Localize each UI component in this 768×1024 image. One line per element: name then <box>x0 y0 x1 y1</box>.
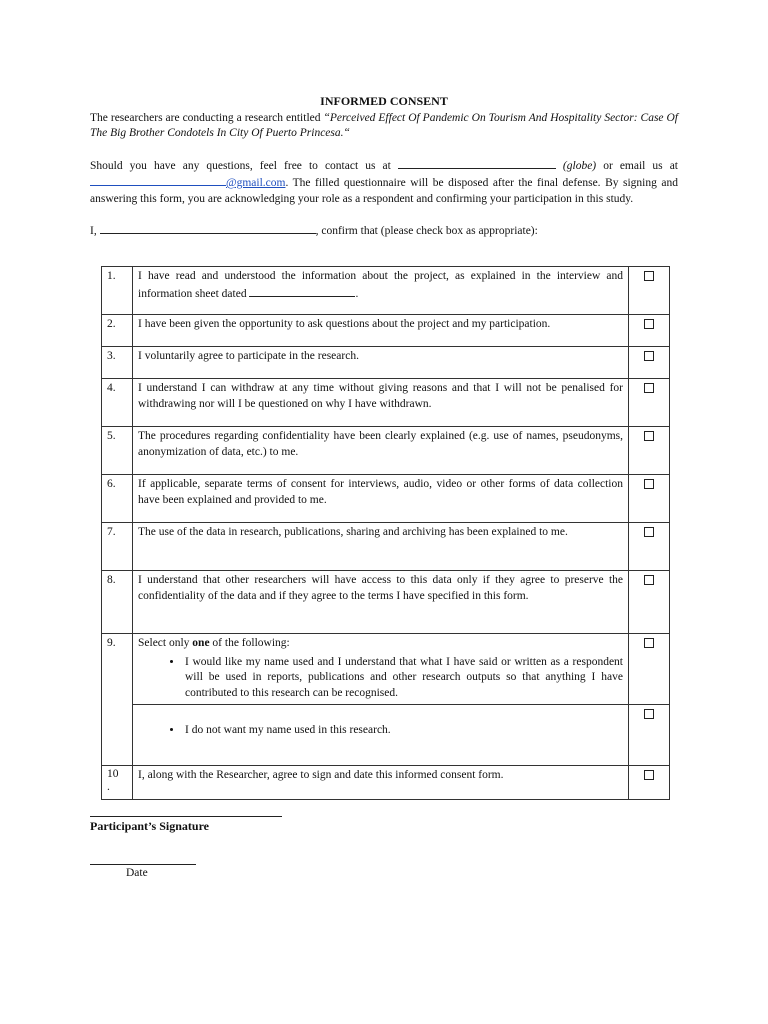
item-number: 8. <box>102 571 133 634</box>
checkbox[interactable] <box>644 383 654 393</box>
select-emphasis: one <box>192 637 210 649</box>
item-number: 9. <box>102 634 133 766</box>
checkbox-cell[interactable] <box>629 427 670 475</box>
table-row <box>102 523 670 571</box>
checkbox[interactable] <box>644 271 654 281</box>
study-title: “Perceived Effect Of Pandemic On Tourism And Hospitality Sector: Case Of The Big Brother Condotels In City Of Puerto Princesa.“ <box>90 111 679 139</box>
item-text: I understand that other researchers will have access to this data only if they agree to preserve the confidentiality of the data and if they agree to the terms I have specified in this form. <box>133 571 629 634</box>
checkbox-cell[interactable] <box>629 347 670 379</box>
item-text: The procedures regarding confidentiality have been clearly explained (e.g. use of names, pseudonyms, anonymization of data, etc.) to me. <box>133 427 629 475</box>
checkbox-cell[interactable] <box>629 766 670 800</box>
checkbox-cell[interactable] <box>629 315 670 347</box>
consent-table <box>101 266 670 800</box>
checkbox-cell[interactable] <box>629 571 670 634</box>
date-label: Date <box>126 867 148 879</box>
checkbox[interactable] <box>644 575 654 585</box>
item-text: I understand I can withdraw at any time without giving reasons and that I will not be penalised for withdrawing nor will I be questioned on why I have withdrawn. <box>133 379 629 427</box>
checkbox[interactable] <box>644 770 654 780</box>
table-row <box>102 634 670 705</box>
email-blank <box>90 174 226 186</box>
item-text <box>133 634 629 705</box>
confirm-line <box>90 222 678 240</box>
confirm-suffix: , confirm that (please check box as appropriate): <box>315 225 538 237</box>
contact-text-3: . The filled questionnaire will be disposed after the final defense. By signing and answering this form, you are acknowledging your role as a respondent and confirming your participation in this study. <box>90 177 678 205</box>
page-title: INFORMED CONSENT <box>320 94 448 108</box>
checkbox-cell[interactable] <box>629 267 670 315</box>
checkbox[interactable] <box>644 638 654 648</box>
checkbox-cell[interactable] <box>629 705 670 766</box>
table-row <box>102 475 670 523</box>
item-number: 1. <box>102 267 133 315</box>
item-number: 10 . <box>102 766 133 800</box>
item-text: I have been given the opportunity to ask questions about the project and my participation. <box>133 315 629 347</box>
option-named: • I would like my name used and I understand that what I have said or written as a respondent will be used in reports, publications and other research outputs so that anything I have contributed to this research can be recognised. <box>183 655 623 702</box>
item-number: 6. <box>102 475 133 523</box>
table-row <box>102 267 670 315</box>
checkbox[interactable] <box>644 527 654 537</box>
contact-text-2: or email us at <box>596 159 679 172</box>
intro-paragraph <box>90 111 678 142</box>
item-text: I have read and understood the information about the project, as explained in the interview and information sheet dated . <box>133 267 629 315</box>
intro-lead: The researchers are conducting a research entitled <box>90 111 324 124</box>
option-list <box>138 655 623 702</box>
checkbox[interactable] <box>644 319 654 329</box>
contact-paragraph <box>90 157 678 208</box>
checkbox[interactable] <box>644 479 654 489</box>
signature-label: Participant’s Signature <box>90 819 209 833</box>
item-text: I voluntarily agree to participate in the research. <box>133 347 629 379</box>
table-row <box>102 705 670 766</box>
item-text: If applicable, separate terms of consent for interviews, audio, video or other forms of data collection have been explained and provided to me. <box>133 475 629 523</box>
table-row <box>102 766 670 800</box>
contact-text-1: Should you have any questions, feel free to contact us at <box>90 159 398 172</box>
select-instruction <box>138 636 623 652</box>
checkbox[interactable] <box>644 709 654 719</box>
table-row <box>102 315 670 347</box>
item-number: 2. <box>102 315 133 347</box>
checkbox[interactable] <box>644 431 654 441</box>
item-text: The use of the data in research, publications, sharing and archiving has been explained to me. <box>133 523 629 571</box>
email-link[interactable] <box>90 177 285 189</box>
select-prefix: Select only <box>138 637 193 649</box>
checkbox-cell[interactable] <box>629 634 670 705</box>
confirm-prefix: I, <box>90 225 100 237</box>
checkbox[interactable] <box>644 351 654 361</box>
signature-line[interactable] <box>90 816 282 817</box>
item-number: 4. <box>102 379 133 427</box>
table-row <box>102 347 670 379</box>
option-list <box>138 723 623 739</box>
email-domain: @gmail.com <box>226 177 286 189</box>
checkbox-cell[interactable] <box>629 523 670 571</box>
item-text <box>133 705 629 766</box>
name-blank[interactable] <box>100 222 316 234</box>
checkbox-cell[interactable] <box>629 379 670 427</box>
date-line[interactable] <box>90 864 196 865</box>
checkbox-cell[interactable] <box>629 475 670 523</box>
network-label: (globe) <box>562 159 597 172</box>
select-suffix: of the following: <box>209 637 290 649</box>
option-anonymous: • I do not want my name used in this research. <box>183 723 623 739</box>
item-number: 5. <box>102 427 133 475</box>
item-number: 3. <box>102 347 133 379</box>
table-row <box>102 571 670 634</box>
consent-document <box>90 94 678 240</box>
item-text: I, along with the Researcher, agree to sign and date this informed consent form. <box>133 766 629 800</box>
table-row <box>102 379 670 427</box>
table-row <box>102 427 670 475</box>
date-blank[interactable] <box>249 285 355 297</box>
item-number: 7. <box>102 523 133 571</box>
item-text-content: I have read and understood the information about the project, as explained in the interview and information sheet dated <box>138 270 623 300</box>
phone-blank[interactable] <box>398 157 556 169</box>
